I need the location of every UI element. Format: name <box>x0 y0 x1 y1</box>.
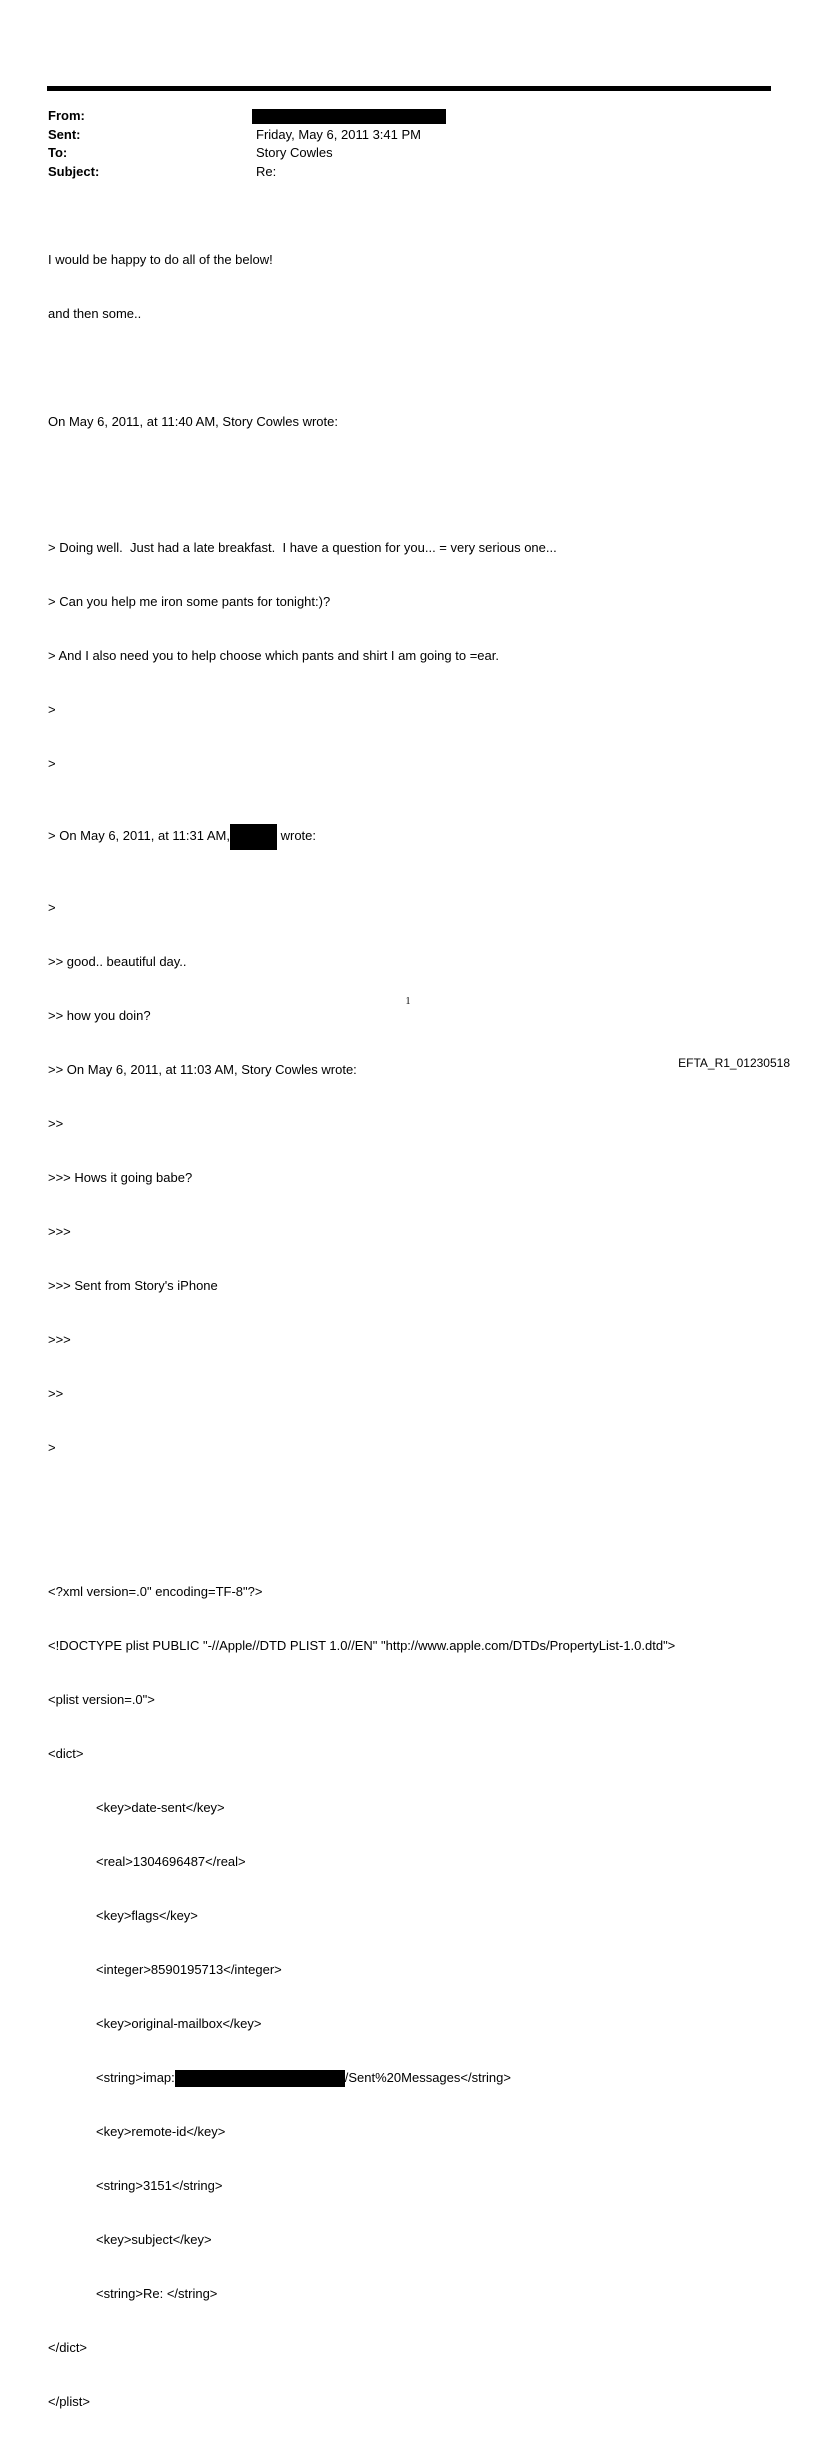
sent-value: Friday, May 6, 2011 3:41 PM <box>256 126 421 142</box>
quoted-line: > And I also need you to help choose which pants and shirt I am going to =ear. <box>48 648 499 663</box>
plist-entry: <key>date-sent</key> <box>96 1800 225 1815</box>
reply-line: and then some.. <box>48 306 142 321</box>
plist-line: <plist version=.0"> <box>48 1692 155 1707</box>
document-id: EFTA_R1_01230518 <box>678 1056 790 1070</box>
page-number: 1 <box>405 996 411 1007</box>
quoted-line: >> <box>48 1386 64 1401</box>
plist-entry: <integer>8590195713</integer> <box>96 1962 282 1977</box>
quoted-line: >>> <box>48 1332 71 1347</box>
plist-imap-entry <box>48 2069 675 2087</box>
plist-entry: <key>flags</key> <box>96 1908 198 1923</box>
plist-line: </plist> <box>48 2394 90 2409</box>
imap-prefix: <string>imap: <box>96 2070 175 2085</box>
plist-entry: <string>3151</string> <box>96 2178 223 2193</box>
quoted-attribution-line <box>48 827 675 845</box>
plist-line: <dict> <box>48 1746 84 1761</box>
plist-entry: <key>original-mailbox</key> <box>96 2016 262 2031</box>
plist-line: </dict> <box>48 2340 88 2355</box>
attribution-text: wrote: <box>277 828 317 843</box>
header-rule <box>47 86 771 91</box>
attribution-text: > On May 6, 2011, at 11:31 AM, <box>48 828 230 843</box>
blank-line <box>48 467 675 485</box>
reply-line: I would be happy to do all of the below! <box>48 252 273 267</box>
imap-suffix: /Sent%20Messages</string> <box>344 2070 511 2085</box>
redaction-block <box>175 2070 345 2087</box>
quoted-line: >> good.. beautiful day.. <box>48 954 187 969</box>
quoted-line: >> On May 6, 2011, at 11:03 AM, Story Cowles wrote: <box>48 1062 357 1077</box>
quoted-line: > <box>48 756 56 771</box>
quoted-line: > <box>48 900 56 915</box>
blank-line <box>48 1511 675 1529</box>
quoted-line: >>> Sent from Story's iPhone <box>48 1278 218 1293</box>
from-label: From: <box>48 108 85 123</box>
subject-label: Subject: <box>48 163 100 179</box>
plist-line: <?xml version=.0" encoding=TF-8"?> <box>48 1584 263 1599</box>
quoted-line: > <box>48 1440 56 1455</box>
quoted-line: >>> Hows it going babe? <box>48 1170 193 1185</box>
plist-line: <!DOCTYPE plist PUBLIC "-//Apple//DTD PLIST 1.0//EN" "http://www.apple.com/DTDs/PropertyList-1.0.dtd"> <box>48 1638 676 1653</box>
plist-entry: <key>remote-id</key> <box>96 2124 226 2139</box>
quoted-line: > Can you help me iron some pants for tonight:)? <box>48 594 331 609</box>
quoted-line: > Doing well. Just had a late breakfast. I have a question for you... = very serious one... <box>48 540 557 555</box>
to-label: To: <box>48 145 68 160</box>
subject-value: Re: <box>256 163 277 179</box>
to-value: Story Cowles <box>256 145 333 160</box>
email-body <box>48 215 675 2447</box>
blank-line <box>48 359 675 377</box>
redaction-block <box>252 109 446 124</box>
quoted-line: >>> <box>48 1224 71 1239</box>
redaction-block <box>230 824 277 850</box>
quoted-line: > <box>48 702 56 717</box>
quoted-line: >> <box>48 1116 64 1131</box>
sent-label: Sent: <box>48 126 81 142</box>
attribution-line: On May 6, 2011, at 11:40 AM, Story Cowles wrote: <box>48 414 338 429</box>
plist-entry: <real>1304696487</real> <box>96 1854 246 1869</box>
quoted-line: >> how you doin? <box>48 1008 151 1023</box>
plist-entry: <key>subject</key> <box>96 2232 212 2247</box>
plist-entry: <string>Re: </string> <box>96 2286 218 2301</box>
